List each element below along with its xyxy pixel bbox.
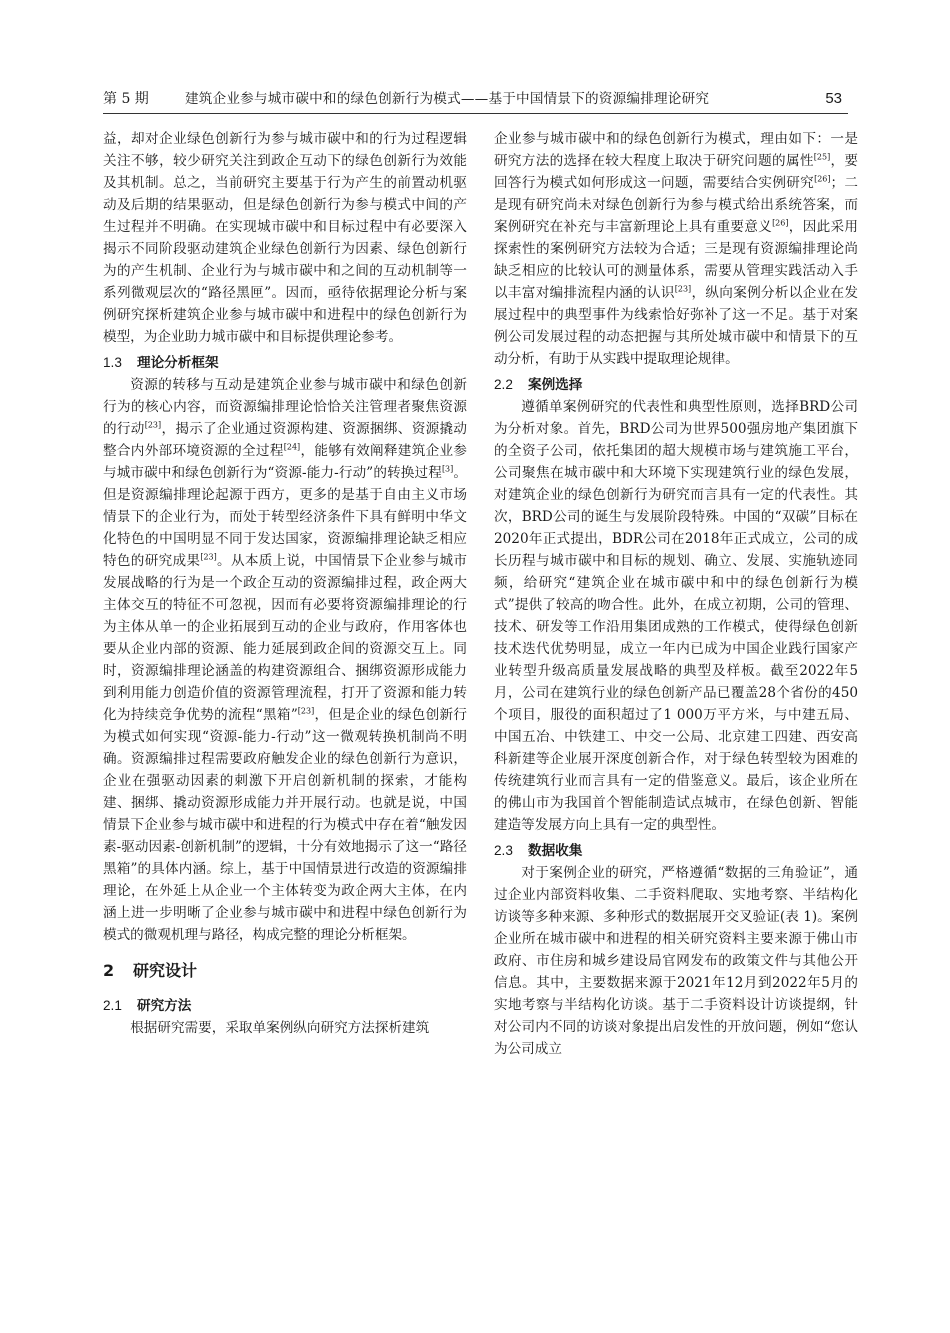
citation: [23] [200, 552, 217, 562]
paragraph: 企业参与城市碳中和的绿色创新行为模式，理由如下：一是研究方法的选择在较大程度上取决于研究问题的属性[25]，要回答行为模式如何形成这一问题，需要结合实例研究[26]；二是现有研究尚未对绿色创新行为参与模式给出系统答案，而案例研究在补充与丰富新理论上具有重要意义[26]，因此采用探索性的案例研究方法较为合适；三是现有资源编排理论尚缺乏相应的比较认可的测量体系，需要从管理实践活动入手以丰富对编排流程内涵的认识[23]，纵向案例分析以企业在发展过程中的典型事件为线索恰好弥补了这一不足。基于对案例公司发展过程的动态把握与其所处城市碳中和情景下的互动分析，有助于从实践中提取理论规律。 [494, 131, 859, 367]
paragraph: 根据研究需要，采取单案例纵向研究方法探析建筑 [130, 1020, 430, 1036]
subsection-number: 2.3 [494, 843, 513, 858]
paragraph: 遵循单案例研究的代表性和典型性原则，选择BRD公司为分析对象。首先，BRD公司为世界500强房地产集团旗下的全资子公司，依托集团的超大规模市场与建筑施工平台，公司聚焦在城市碳中和大环境下实现建筑行业的绿色发展，对建筑企业的绿色创新行为研究而言具有一定的代表性。其次，BRD公司的诞生与发展阶段特殊。中国的“双碳”目标在2020年正式提出，BDR公司在2018年正式成立，公司的成长历程与城市碳中和目标的规划、确立、发展、实施轨迹同频，给研究“建筑企业在城市碳中和中的绿色创新行为模式”提供了较高的吻合性。此外，在成立初期，公司的管理、技术、研发等工作沿用集团成熟的工作模式，使得绿色创新技术迭代优势明显，成立一年内已成为中国企业践行国家产业转型升级高质量发展战略的典型及样板。截至2022年5月，公司在建筑行业的绿色创新产品已覆盖28个省份的450个项目，服役的面积超过了1 000万平方米，与中建五局、中国五冶、中铁建工、中交一公局、北京建工四建、西安高科新建等企业展开深度创新合作，对于绿色转型较为困难的传统建筑行业而言具有一定的借鉴意义。最后，该企业所在的佛山市为我国首个智能制造试点城市，在绿色创新、智能建造等发展方向上具有一定的典型性。 [494, 399, 858, 833]
subsection-heading-2-1 [103, 995, 467, 1017]
section-number: 2 [103, 961, 115, 980]
subsection-title: 理论分析框架 [137, 355, 219, 371]
citation: [3] [441, 464, 454, 474]
page-number: 53 [825, 90, 842, 107]
subsection-title: 案例选择 [528, 377, 583, 393]
citation: [23] [297, 706, 315, 716]
paragraph: 资源的转移与互动是建筑企业参与城市碳中和绿色创新行为的核心内容，而资源编排理论恰恰关注管理者聚焦资源的行动[23]，揭示了企业通过资源构建、资源捆绑、资源撬动整合内外部环境资源的全过程[24]，能够有效阐释建筑企业参与城市碳中和绿色创新行为“资源-能力-行动”的转换过程[3]。但是资源编排理论起源于西方，更多的是基于自由主义市场情景下的企业行为，而处于转型经济条件下具有鲜明中华文化特色的中国明显不同于发达国家，资源编排理论缺乏相应特色的研究成果[23]。从本质上说，中国情景下企业参与城市发展战略的行为是一个政企互动的资源编排过程，政企两大主体交互的特征不可忽视，因而有必要将资源编排理论的行为主体从单一的企业拓展到互动的企业与政府，作用客体也要从企业内部的资源、能力延展到政企间的资源交互上。同时，资源编排理论涵盖的构建资源组合、捆绑资源形成能力到利用能力创造价值的资源管理流程，打开了资源和能力转化为持续竞争优势的流程“黑箱”[23]，但是企业的绿色创新行为模式如何实现“资源-能力-行动”这一微观转换机制尚不明确。资源编排过程需要政府触发企业的绿色创新行为意识，企业在强驱动因素的刺激下开启创新机制的探索，才能构建、捆绑、撬动资源形成能力并开展行动。也就是说，中国情景下企业参与城市碳中和进程的行为模式中存在着“触发因素-驱动因素-创新机制”的逻辑，十分有效地揭示了这一“路径黑箱”的具体内涵。综上，基于中国情景进行改造的资源编排理论，在外延上从企业一个主体转变为政企两大主体，在内涵上进一步明晰了企业参与城市碳中和进程中绿色创新行为模式的微观机理与路径，构成完整的理论分析框架。 [103, 377, 468, 943]
citation: [23] [674, 284, 692, 294]
subsection-number: 2.1 [103, 998, 122, 1013]
subsection-title: 研究方法 [137, 998, 192, 1014]
citation: [25] [813, 152, 831, 162]
citation: [24] [283, 442, 301, 452]
right-column [494, 128, 858, 1060]
left-column [103, 128, 467, 1039]
subsection-number: 1.3 [103, 355, 122, 370]
running-title: 建筑企业参与城市碳中和的绿色创新行为模式——基于中国情景下的资源编排理论研究 [185, 91, 710, 107]
subsection-title: 数据收集 [528, 843, 583, 859]
paragraph: 益，却对企业绿色创新行为参与城市碳中和的行为过程逻辑关注不够，较少研究关注到政企互动下的绿色创新行为效能及其机制。总之，当前研究主要基于行为产生的前置动机驱动及后期的结果驱动，但是绿色创新行为参与模式中间的产生过程并不明确。在实现城市碳中和目标过程中有必要深入揭示不同阶段驱动建筑企业绿色创新行为因素、绿色创新行为的产生机制、企业行为与城市碳中和之间的互动机制等一系列微观层次的“路径黑匣”。因而，亟待依据理论分析与案例研究探析建筑企业参与城市碳中和进程中的绿色创新行为模型，为企业助力城市碳中和目标提供理论参考。 [103, 131, 467, 345]
citation: [26] [814, 174, 831, 184]
running-header [103, 88, 848, 110]
header-rule [103, 113, 848, 114]
subsection-heading-2-3 [494, 840, 858, 862]
subsection-heading-2-2 [494, 374, 858, 396]
subsection-heading-1-3 [103, 352, 467, 374]
citation: [23] [144, 420, 162, 430]
section-title: 研究设计 [133, 961, 198, 980]
issue-label: 第 5 期 [103, 91, 149, 107]
subsection-number: 2.2 [494, 377, 513, 392]
paragraph: 对于案例企业的研究，严格遵循“数据的三角验证”，通过企业内部资料收集、二手资料爬取、实地考察、半结构化访谈等多种来源、多种形式的数据展开交叉验证(表 1)。案例企业所在城市碳中和进程的相关研究资料主要来源于佛山市政府、市住房和城乡建设局官网发布的政策文件与其他公开信息。其中，主要数据来源于2021年12月到2022年5月的实地考察与半结构化访谈。基于二手资料设计访谈提纲，针对公司内不同的访谈对象提出启发性的开放问题，例如“您认为公司成立 [494, 865, 858, 1057]
citation: [26] [772, 218, 789, 228]
section-heading-2 [103, 959, 467, 983]
